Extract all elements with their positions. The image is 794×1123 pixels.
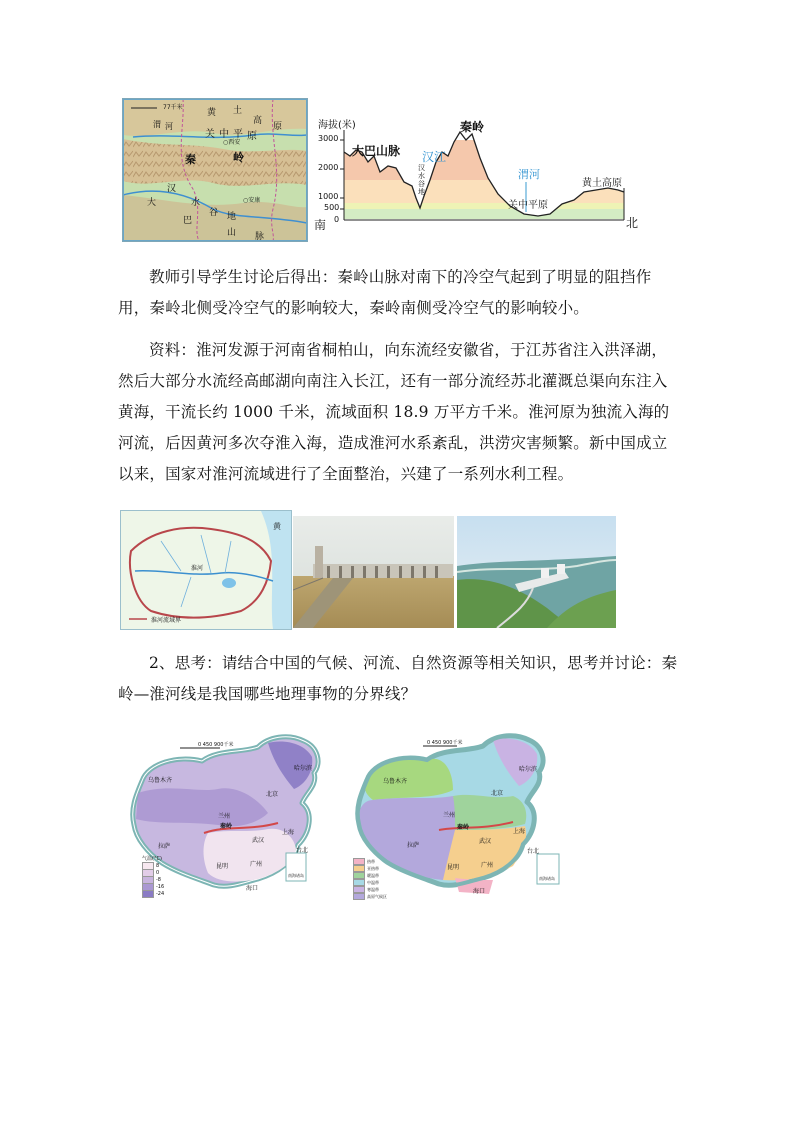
legend-swatch xyxy=(353,858,365,865)
place-label: 高 xyxy=(253,116,263,126)
elevation-profile xyxy=(312,112,642,236)
south-label: 南 xyxy=(314,218,327,232)
scale-label: 0 450 900千米 xyxy=(198,742,234,748)
sluice-gate-photo xyxy=(293,516,454,628)
place-label: 原 xyxy=(247,131,257,142)
place-label: 大 xyxy=(147,198,157,208)
paragraph-question: 2、思考：请结合中国的气候、河流、自然资源等相关知识，思考并讨论：秦岭—淮河线是我国哪些地理事物的分界线？ xyxy=(118,654,678,703)
place-label: 渭 xyxy=(153,120,161,129)
city-label: ○西安 xyxy=(223,139,241,146)
water-project-photo xyxy=(457,516,616,628)
inset-label: 南海诸岛 xyxy=(539,876,555,881)
city-label: 上海 xyxy=(513,828,526,835)
river-label: 淮河 xyxy=(191,565,204,572)
legend-label: 中温带 xyxy=(367,879,379,885)
place-label: 山 xyxy=(227,228,237,238)
sea-label: 黄 xyxy=(273,522,281,531)
place-label: 汉 xyxy=(167,184,177,194)
y-tick: 500 xyxy=(324,203,340,212)
valley-label: 汉水谷地 xyxy=(418,164,425,196)
place-label: 岭 xyxy=(233,151,244,164)
place-label: 脉 xyxy=(255,232,265,242)
peak-label-daba: 大巴山脉 xyxy=(352,144,401,158)
city-label: 昆明 xyxy=(216,863,229,870)
city-label: 武汉 xyxy=(479,838,492,845)
city-label: 广州 xyxy=(250,861,263,868)
city-label: 海口 xyxy=(246,885,259,892)
y-tick: 0 xyxy=(334,215,340,224)
legend-title: 气温(°C) xyxy=(142,856,162,862)
city-label: 拉萨 xyxy=(158,843,171,850)
legend-value: 8 xyxy=(156,862,160,869)
legend-row xyxy=(142,890,176,897)
city-label: 北京 xyxy=(266,791,279,798)
legend-swatch xyxy=(353,872,365,879)
city-label: 昆明 xyxy=(447,864,460,871)
city-label: 台北 xyxy=(296,847,309,854)
legend-value: -8 xyxy=(156,876,161,883)
paragraph-conclusion: 教师引导学生讨论后得出：秦岭山脉对南下的冷空气起到了明显的阻挡作用，秦岭北侧受冷空气的影响较大，秦岭南侧受冷空气的影响较小。 xyxy=(118,268,652,317)
city-label: 广州 xyxy=(481,862,494,869)
place-label: 巴 xyxy=(183,216,193,226)
place-label: 平 xyxy=(233,129,243,140)
legend-swatch xyxy=(353,886,365,893)
y-tick: 2000 xyxy=(318,163,339,172)
river-label-wei: 渭河 xyxy=(518,168,540,181)
legend-swatch xyxy=(142,890,154,898)
place-label: 河 xyxy=(165,122,173,131)
legend-value: -16 xyxy=(156,883,165,890)
qinling-relief-map xyxy=(122,98,308,242)
city-label: ○安康 xyxy=(243,197,261,204)
huai-basin-map xyxy=(120,510,292,630)
place-label: 地 xyxy=(227,212,237,222)
legend-swatch xyxy=(353,865,365,872)
place-label: 黄 xyxy=(207,108,217,118)
china-climate-zones-map xyxy=(343,730,571,904)
place-label: 秦 xyxy=(185,153,196,166)
inset-label: 南海诸岛 xyxy=(288,873,304,878)
city-label: 海口 xyxy=(473,888,486,895)
legend-label: 寒温带 xyxy=(367,886,379,892)
city-label: 兰州 xyxy=(443,812,456,819)
legend-swatch xyxy=(353,893,365,900)
legend-value: -24 xyxy=(156,890,165,897)
city-label: 乌鲁木齐 xyxy=(383,778,408,785)
legend-label: 淮河流域界 xyxy=(151,617,182,624)
legend-row xyxy=(353,893,395,900)
legend-label: 暖温带 xyxy=(367,872,379,878)
place-label: 土 xyxy=(233,106,243,116)
city-label: 上海 xyxy=(282,829,295,836)
y-axis-title: 海拔(米) xyxy=(318,120,356,131)
legend-row xyxy=(353,858,395,865)
city-label: 哈尔滨 xyxy=(294,765,313,772)
city-label: 哈尔滨 xyxy=(519,766,538,773)
river-label-han: 汉江 xyxy=(422,150,447,164)
place-label: 水 xyxy=(191,198,201,208)
city-label: 兰州 xyxy=(218,813,231,820)
scale-label: 77千米 xyxy=(163,104,183,111)
city-label: 北京 xyxy=(491,790,504,797)
paragraph-huaihe-info: 资料：淮河发源于河南省桐柏山，向东流经安徽省，于江苏省注入洪泽湖，然后大部分水流经高邮湖向南注入长江，还有一部分流经苏北灌溉总渠向东注入黄海，干流长约 1000 千米，流域面积 18.9 万平方千米。淮河原为独流入海的河流，后因黄河多次夺淮入海，造成淮河水系紊乱，洪涝灾害频繁。新中国成立以来，国家对淮河流域进行了全面整治，兴建了一系列水利工程。 xyxy=(118,341,670,483)
temperature-legend xyxy=(142,855,176,897)
place-label: 原 xyxy=(273,122,283,132)
legend-row xyxy=(353,886,395,893)
city-label: 乌鲁木齐 xyxy=(148,777,173,784)
city-label: 秦岭 xyxy=(457,824,470,831)
legend-swatch xyxy=(353,879,365,886)
city-label: 拉萨 xyxy=(407,842,420,849)
y-tick: 1000 xyxy=(318,192,339,201)
place-label: 关 xyxy=(205,129,215,140)
legend-row xyxy=(353,865,395,872)
legend-label: 高原气候区 xyxy=(367,893,387,899)
y-tick: 3000 xyxy=(318,134,339,143)
city-label: 台北 xyxy=(527,848,540,855)
scale-label: 0 450 900千米 xyxy=(427,740,463,746)
city-label: 武汉 xyxy=(252,837,265,844)
legend-label: 亚热带 xyxy=(367,865,379,871)
legend-row xyxy=(353,872,395,879)
legend-label: 热带 xyxy=(367,858,375,864)
climate-legend xyxy=(353,858,395,900)
legend-value: 0 xyxy=(156,869,160,876)
plain-label: 关中平原 xyxy=(508,200,548,211)
place-label: 谷 xyxy=(209,208,219,218)
city-label: 秦岭 xyxy=(220,823,233,830)
china-temperature-map xyxy=(118,733,340,903)
peak-label-loess: 黄土高原 xyxy=(582,178,622,189)
legend-row xyxy=(353,879,395,886)
peak-label-qinling: 秦岭 xyxy=(460,120,485,134)
north-label: 北 xyxy=(626,216,639,230)
place-label: 中 xyxy=(219,129,229,140)
